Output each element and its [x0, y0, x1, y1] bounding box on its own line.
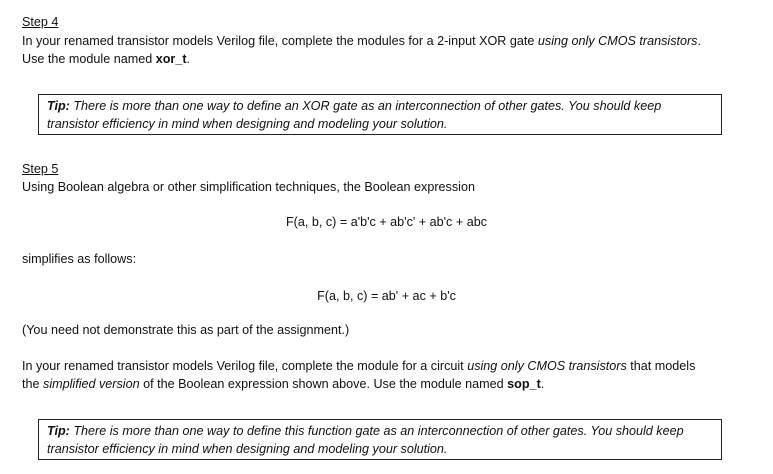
- step5-text2-end: .: [540, 377, 545, 391]
- step5-emphasis2: simplified version: [43, 377, 140, 391]
- step4-paragraph-line1: [22, 32, 701, 50]
- boolean-expression-original: F(a, b, c) = a'b'c + ab'c' + ab'c + abc: [285, 215, 488, 229]
- tip-line: [47, 97, 713, 115]
- step4-text-end: .: [697, 34, 701, 48]
- boolean-expression-simplified: F(a, b, c) = ab' + ac + b'c: [317, 289, 456, 303]
- step4-text2-end: .: [186, 52, 191, 66]
- step5-intro: Using Boolean algebra or other simplification techniques, the Boolean expression: [22, 180, 475, 194]
- step5-tip-box: [38, 419, 722, 460]
- step4-heading: Step 4: [22, 15, 59, 29]
- tip-label: Tip:: [47, 99, 70, 113]
- tip-text: There is more than one way to define an XOR gate as an interconnection of other gates. You should keep: [69, 99, 662, 113]
- tip-line: transistor efficiency in mind when designing and modeling your solution.: [47, 442, 448, 456]
- step5-heading: Step 5: [22, 162, 59, 176]
- module-name-xor: xor_t: [155, 52, 187, 66]
- step4-paragraph-line2: [22, 50, 190, 68]
- tip-line: [47, 422, 713, 440]
- tip-label: Tip:: [47, 424, 70, 438]
- step5-paragraph-line2: [22, 375, 544, 393]
- step4-text2: Use the module named: [22, 52, 156, 66]
- step4-emphasis: using only CMOS transistors: [537, 34, 698, 48]
- step5-paragraph-line1: [22, 357, 695, 375]
- step5-emphasis: using only CMOS transistors: [467, 359, 627, 373]
- step5-note: (You need not demonstrate this as part of the assignment.): [22, 323, 350, 337]
- module-name-sop: sop_t: [507, 377, 541, 391]
- step5-text2: the: [22, 377, 44, 391]
- tip-line: transistor efficiency in mind when designing and modeling your solution.: [47, 117, 448, 131]
- tip-text: There is more than one way to define this function gate as an interconnection of other gates. You should keep: [69, 424, 684, 438]
- simplifies-text: simplifies as follows:: [22, 252, 137, 266]
- step4-tip-box: [38, 94, 722, 135]
- step5-text: In your renamed transistor models Verilog file, complete the module for a circuit: [22, 359, 468, 373]
- step5-text2-mid: of the Boolean expression shown above. Use the module named: [139, 377, 508, 391]
- step4-text: In your renamed transistor models Verilog file, complete the modules for a 2-input XOR gate: [22, 34, 538, 48]
- step5-text-end: that models: [626, 359, 696, 373]
